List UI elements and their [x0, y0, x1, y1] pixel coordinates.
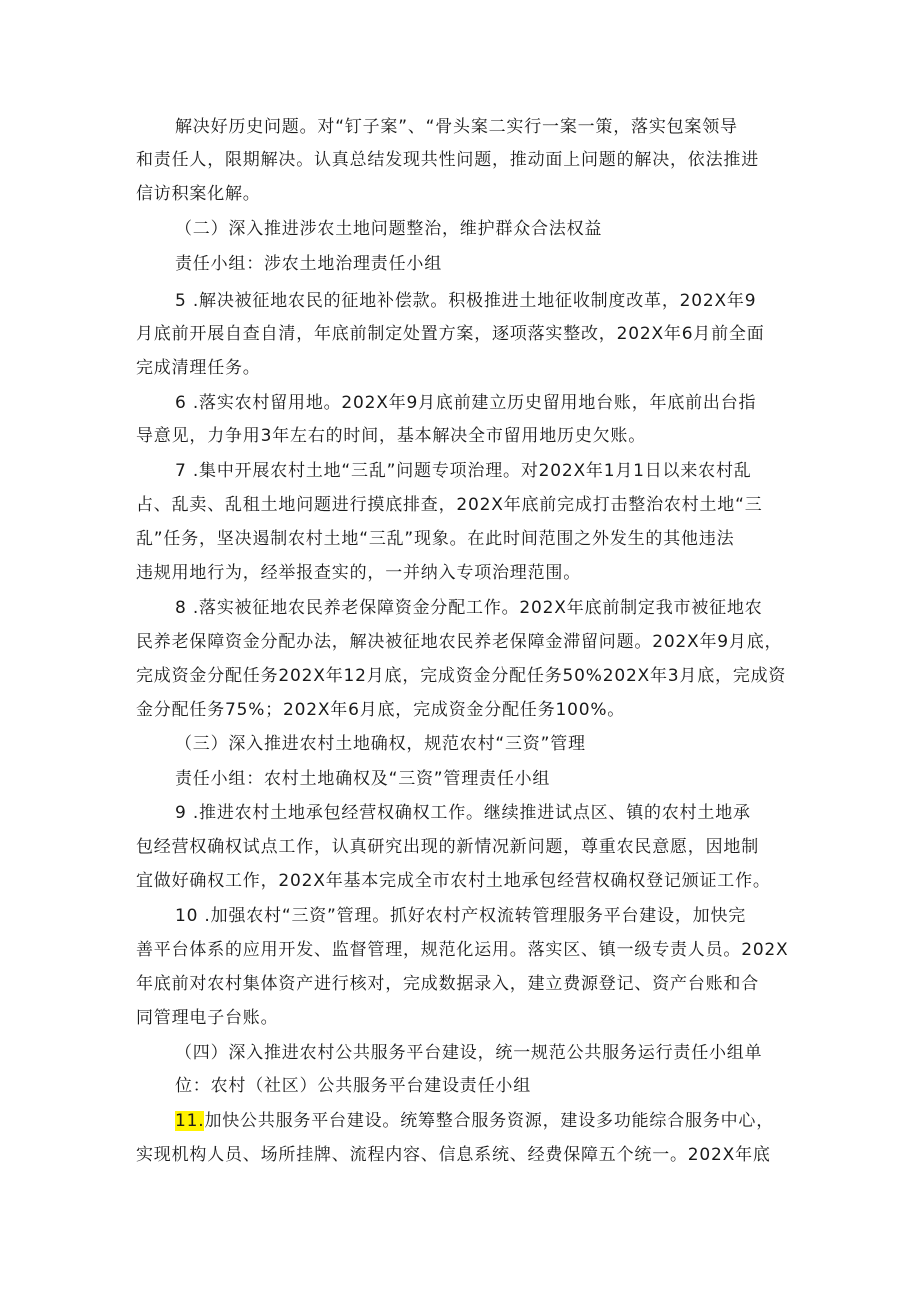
paragraph-line: 完成清理任务。	[136, 358, 261, 378]
paragraph-line: 包经营权确权试点工作，认真研究出现的新情况新问题，尊重农民意愿，因地制	[136, 837, 759, 857]
paragraph-line: 实现机构人员、场所挂牌、流程内容、信息系统、经费保障五个统一。202X年底	[136, 1145, 771, 1165]
paragraph-line: 占、乱卖、乱租土地问题进行摸底排查，202X年底前完成打击整治农村土地“三	[136, 495, 763, 515]
paragraph-line: 违规用地行为，经举报查实的，一并纳入专项治理范围。	[136, 563, 581, 583]
item-8-line: 8 .落实被征地农民养老保障资金分配工作。202X年底前制定我市被征地农	[175, 598, 763, 618]
responsible-group-line: 责任小组：涉农土地治理责任小组	[175, 254, 442, 274]
paragraph-line: 完成资金分配任务202X年12月底，完成资金分配任务50%202X年3月底，完成资	[136, 666, 787, 686]
paragraph-line: 年底前对农村集体资产进行核对，完成数据录入，建立费源登记、资产台账和合	[136, 974, 759, 994]
responsible-group-line: 责任小组：农村土地确权及“三资”管理责任小组	[175, 769, 551, 789]
section-heading: （三）深入推进农村土地确权，规范农村“三资”管理	[175, 734, 586, 754]
paragraph-line: 乱”任务，坚决遏制农村土地“三乱”现象。在此时间范围之外发生的其他违法	[136, 529, 735, 549]
paragraph-line: 民养老保障资金分配办法，解决被征地农民养老保障金滞留问题。202X年9月底，	[136, 632, 783, 652]
item-5-line: 5 .解决被征地农民的征地补偿款。积极推进土地征收制度改革，202X年9	[175, 291, 757, 311]
item-6-line: 6 .落实农村留用地。202X年9月底前建立历史留用地台账，年底前出台指	[175, 393, 757, 413]
paragraph-line: 导意见，力争用3年左右的时间，基本解决全市留用地历史欠账。	[136, 426, 647, 446]
item-11-text: 加快公共服务平台建设。统筹整合服务资源，建设多功能综合服务中心，	[204, 1111, 775, 1131]
item-11-line	[175, 1109, 774, 1133]
paragraph-line: 月底前开展自查自清，年底前制定处置方案，逐项落实整改，202X年6月前全面	[136, 324, 765, 344]
paragraph-line: 同管理电子台账。	[136, 1008, 279, 1028]
paragraph-line: 金分配任务75%；202X年6月底，完成资金分配任务100%。	[136, 700, 626, 720]
section-heading: （二）深入推进涉农土地问题整治，维护群众合法权益	[175, 219, 603, 239]
paragraph-line: 善平台体系的应用开发、监督管理，规范化运用。落实区、镇一级专责人员。202X	[136, 940, 789, 960]
item-10-line: 10 .加强农村“三资”管理。抓好农村产权流转管理服务平台建设，加快完	[175, 906, 747, 926]
section-heading: （四）深入推进农村公共服务平台建设，统一规范公共服务运行责任小组单	[175, 1043, 763, 1063]
paragraph-line: 宜做好确权工作，202X年基本完成全市农村土地承包经营权确权登记颁证工作。	[136, 871, 771, 891]
paragraph-line: 信访积案化解。	[136, 184, 261, 204]
paragraph-line: 解决好历史问题。对“钉子案”、“骨头案二实行一案一策，落实包案领导	[175, 117, 738, 137]
paragraph-line: 和责任人，限期解决。认真总结发现共性问题，推动面上问题的解决，依法推进	[136, 150, 759, 170]
responsible-group-line: 位：农村（社区）公共服务平台建设责任小组	[175, 1076, 531, 1096]
item-7-line: 7 .集中开展农村土地“三乱”问题专项治理。对202X年1月1日以来农村乱	[175, 461, 752, 481]
item-9-line: 9 .推进农村土地承包经营权确权工作。继续推进试点区、镇的农村土地承	[175, 803, 751, 823]
highlighted-item-number: 11.	[175, 1111, 205, 1131]
